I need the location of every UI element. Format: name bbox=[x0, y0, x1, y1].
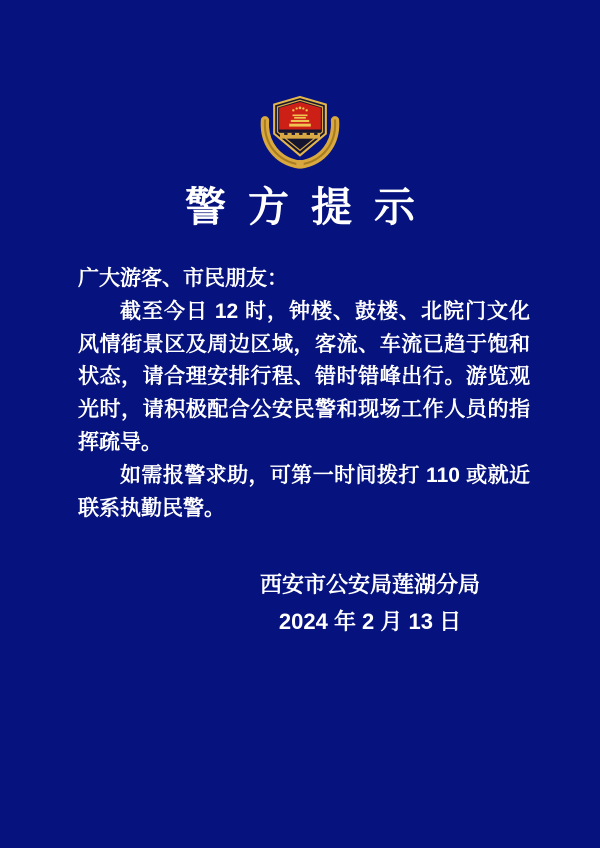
issuer-name: 西安市公安局莲湖分局 bbox=[259, 572, 480, 597]
notice-title: 警方提示 bbox=[185, 184, 437, 230]
notice-date: 2024 年 2 月 13 日 bbox=[278, 609, 462, 634]
notice-paragraph-1: 截至今日 12 时，钟楼、鼓楼、北院门文化风情街景区及周边区域，客流、车流已趋于饱和状态，请合理安排行程、错时错峰出行。游览观光时，请积极配合公安民警和现场工作人员的指挥疏导。 bbox=[78, 299, 530, 454]
police-badge-icon bbox=[254, 92, 346, 172]
notice-salutation: 广大游客、市民朋友： bbox=[78, 267, 288, 290]
signature-block bbox=[220, 566, 520, 640]
notice-body bbox=[78, 263, 530, 525]
notice-paragraph-2: 如需报警求助，可第一时间拨打 110 或就近联系执勤民警。 bbox=[78, 463, 530, 520]
